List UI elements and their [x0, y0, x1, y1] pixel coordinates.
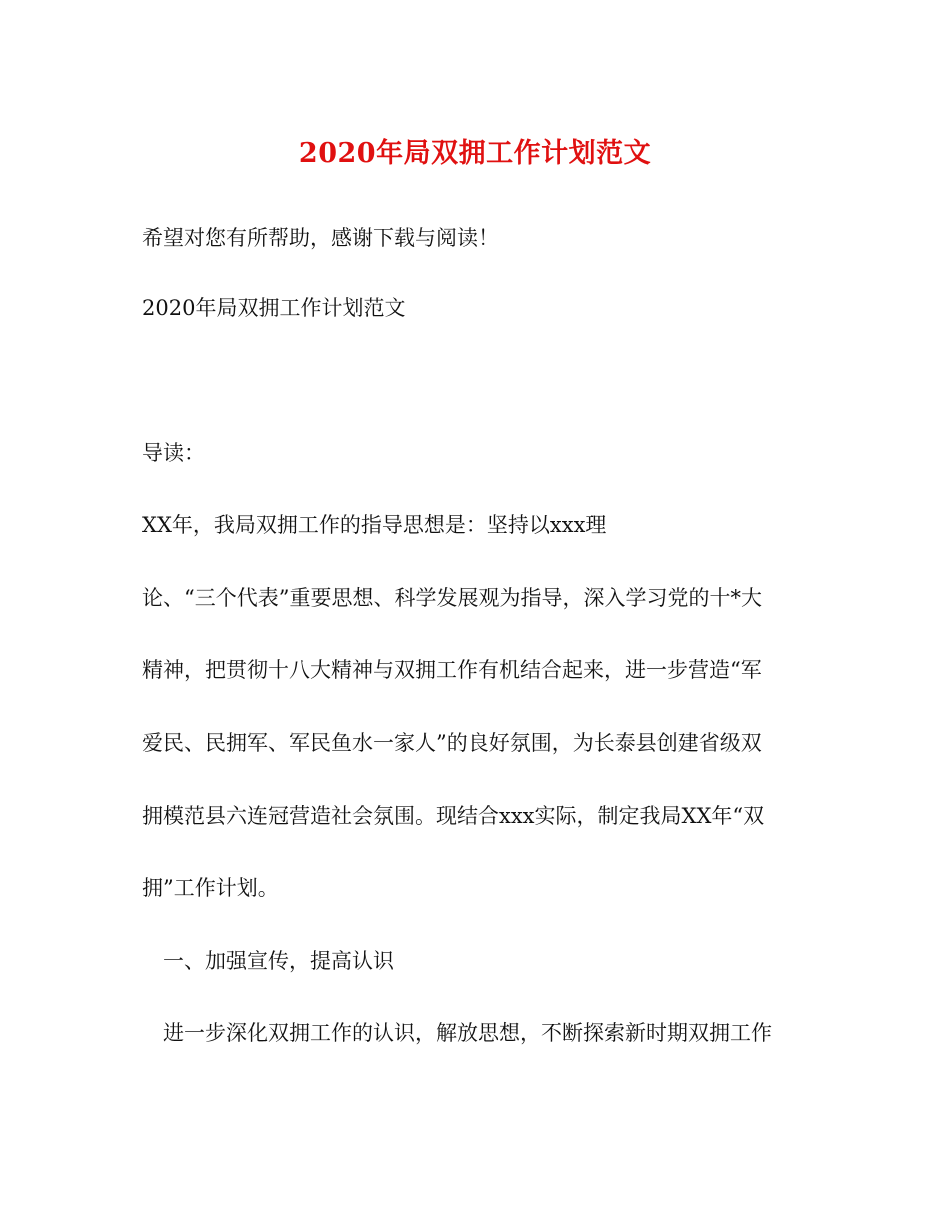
- body-line-5: 拥模范县六连冠营造社会氛围。现结合xxx实际，制定我局XX年“双: [142, 804, 765, 828]
- body-line-7: 进一步深化双拥工作的认识，解放思想，不断探索新时期双拥工作: [163, 1021, 772, 1045]
- body-line-3: 精神，把贯彻十八大精神与双拥工作有机结合起来，进一步营造“军: [142, 658, 762, 682]
- body-line-1: XX年，我局双拥工作的指导思想是：坚持以xxx理: [142, 513, 607, 537]
- document-title: 2020年局双拥工作计划范文: [298, 138, 652, 169]
- subtitle-line: 2020年局双拥工作计划范文: [142, 296, 406, 320]
- guide-label: 导读：: [142, 441, 205, 465]
- body-line-6: 拥”工作计划。: [142, 876, 279, 900]
- section-heading-1: 一、加强宣传，提高认识: [163, 949, 394, 973]
- body-line-2: 论、“三个代表”重要思想、科学发展观为指导，深入学习党的十*大: [142, 586, 762, 610]
- body-line-4: 爱民、民拥军、军民鱼水一家人”的良好氛围，为长泰县创建省级双: [142, 731, 762, 755]
- intro-thanks-line: 希望对您有所帮助，感谢下载与阅读！: [142, 226, 499, 250]
